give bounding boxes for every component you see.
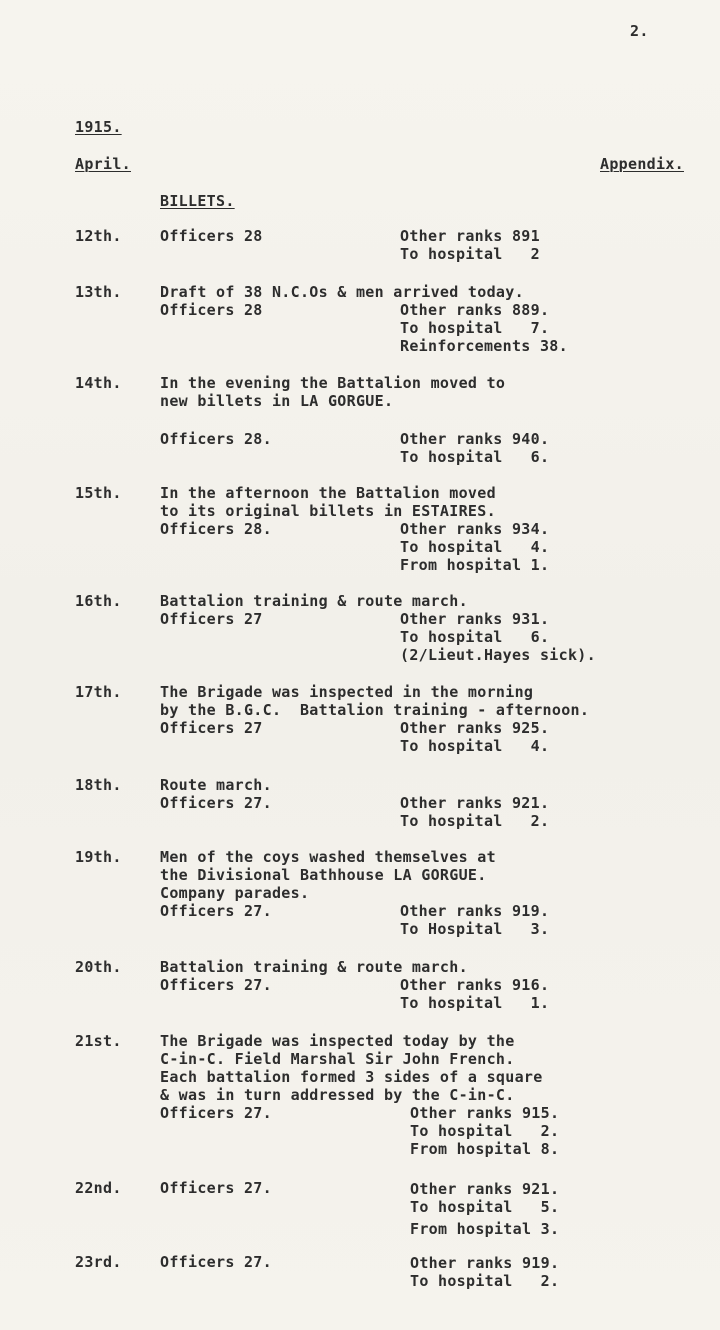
entry-right-line: From hospital 8. bbox=[410, 1140, 560, 1158]
entry-line: to its original billets in ESTAIRES. bbox=[160, 502, 496, 520]
entry-line: C-in-C. Field Marshal Sir John French. bbox=[160, 1050, 515, 1068]
entry-line: Officers 27. bbox=[160, 902, 272, 920]
entry-line: Officers 28. bbox=[160, 520, 272, 538]
entry-right-line: To hospital 6. bbox=[400, 448, 550, 466]
entry-line: In the evening the Battalion moved to bbox=[160, 374, 506, 392]
year-heading: 1915. bbox=[75, 118, 122, 136]
entry-right-line: To hospital 6. bbox=[400, 628, 550, 646]
entry-date: 12th. bbox=[75, 227, 122, 245]
entry-line: Route march. bbox=[160, 776, 272, 794]
entry-line: The Brigade was inspected in the morning bbox=[160, 683, 534, 701]
appendix-heading: Appendix. bbox=[600, 155, 684, 173]
entry-right-line: (2/Lieut.Hayes sick). bbox=[400, 646, 596, 664]
entry-date: 23rd. bbox=[75, 1253, 122, 1271]
entry-right-line: Reinforcements 38. bbox=[400, 337, 568, 355]
entry-right-line: To hospital 4. bbox=[400, 538, 550, 556]
entry-right-line: Other ranks 919. bbox=[400, 902, 550, 920]
entry-right-line: To hospital 7. bbox=[400, 319, 550, 337]
entry-right-line: From hospital 1. bbox=[400, 556, 550, 574]
entry-right-line: Other ranks 919. bbox=[410, 1254, 560, 1272]
entry-line: the Divisional Bathhouse LA GORGUE. bbox=[160, 866, 487, 884]
entry-right-line: To hospital 2. bbox=[410, 1122, 560, 1140]
entry-line: Officers 27. bbox=[160, 976, 272, 994]
entry-date: 17th. bbox=[75, 683, 122, 701]
section-title: BILLETS. bbox=[160, 192, 235, 210]
entry-right-line: Other ranks 921. bbox=[400, 794, 550, 812]
entry-right-line: Other ranks 921. bbox=[410, 1180, 560, 1198]
entry-line: & was in turn addressed by the C-in-C. bbox=[160, 1086, 515, 1104]
entry-right-line: Other ranks 889. bbox=[400, 301, 550, 319]
entry-date: 18th. bbox=[75, 776, 122, 794]
entry-line: Officers 27. bbox=[160, 794, 272, 812]
entry-right-line: Other ranks 931. bbox=[400, 610, 550, 628]
entry-line: Each battalion formed 3 sides of a square bbox=[160, 1068, 543, 1086]
entry-date: 22nd. bbox=[75, 1179, 122, 1197]
page-number: 2. bbox=[630, 22, 649, 40]
entry-date: 16th. bbox=[75, 592, 122, 610]
entry-right-line: To hospital 2 bbox=[400, 245, 540, 263]
month-heading: April. bbox=[75, 155, 131, 173]
entry-line: Officers 28 bbox=[160, 301, 263, 319]
entry-line: by the B.G.C. Battalion training - afternoon. bbox=[160, 701, 590, 719]
entry-date: 13th. bbox=[75, 283, 122, 301]
entry-right-line: To hospital 2. bbox=[410, 1272, 560, 1290]
entry-right-line: To Hospital 3. bbox=[400, 920, 550, 938]
entry-right-line: Other ranks 934. bbox=[400, 520, 550, 538]
entry-right-line: To hospital 2. bbox=[400, 812, 550, 830]
entry-right-line: Other ranks 915. bbox=[410, 1104, 560, 1122]
entry-right-line: To hospital 5. bbox=[410, 1198, 560, 1216]
entry-line: Officers 27 bbox=[160, 719, 263, 737]
entry-line: Company parades. bbox=[160, 884, 310, 902]
entry-line: Battalion training & route march. bbox=[160, 592, 468, 610]
entry-date: 21st. bbox=[75, 1032, 122, 1050]
entry-line: Men of the coys washed themselves at bbox=[160, 848, 496, 866]
entry-line: Officers 28 bbox=[160, 227, 263, 245]
entry-right-line: To hospital 1. bbox=[400, 994, 550, 1012]
entry-line: Battalion training & route march. bbox=[160, 958, 468, 976]
entry-date: 14th. bbox=[75, 374, 122, 392]
entry-right-line: From hospital 3. bbox=[410, 1220, 560, 1238]
entry-right-line: To hospital 4. bbox=[400, 737, 550, 755]
entry-line: Officers 27 bbox=[160, 610, 263, 628]
entry-line: Officers 27. bbox=[160, 1253, 272, 1271]
entry-line: Officers 28. bbox=[160, 430, 272, 448]
entry-line: Officers 27. bbox=[160, 1179, 272, 1197]
entry-date: 19th. bbox=[75, 848, 122, 866]
entry-line: In the afternoon the Battalion moved bbox=[160, 484, 496, 502]
entry-line: new billets in LA GORGUE. bbox=[160, 392, 394, 410]
entry-right-line: Other ranks 940. bbox=[400, 430, 550, 448]
entry-date: 15th. bbox=[75, 484, 122, 502]
entry-right-line: Other ranks 891 bbox=[400, 227, 540, 245]
entry-line: Draft of 38 N.C.Os & men arrived today. bbox=[160, 283, 524, 301]
entry-line: The Brigade was inspected today by the bbox=[160, 1032, 515, 1050]
entry-date: 20th. bbox=[75, 958, 122, 976]
entry-line: Officers 27. bbox=[160, 1104, 272, 1122]
entry-right-line: Other ranks 916. bbox=[400, 976, 550, 994]
entry-right-line: Other ranks 925. bbox=[400, 719, 550, 737]
